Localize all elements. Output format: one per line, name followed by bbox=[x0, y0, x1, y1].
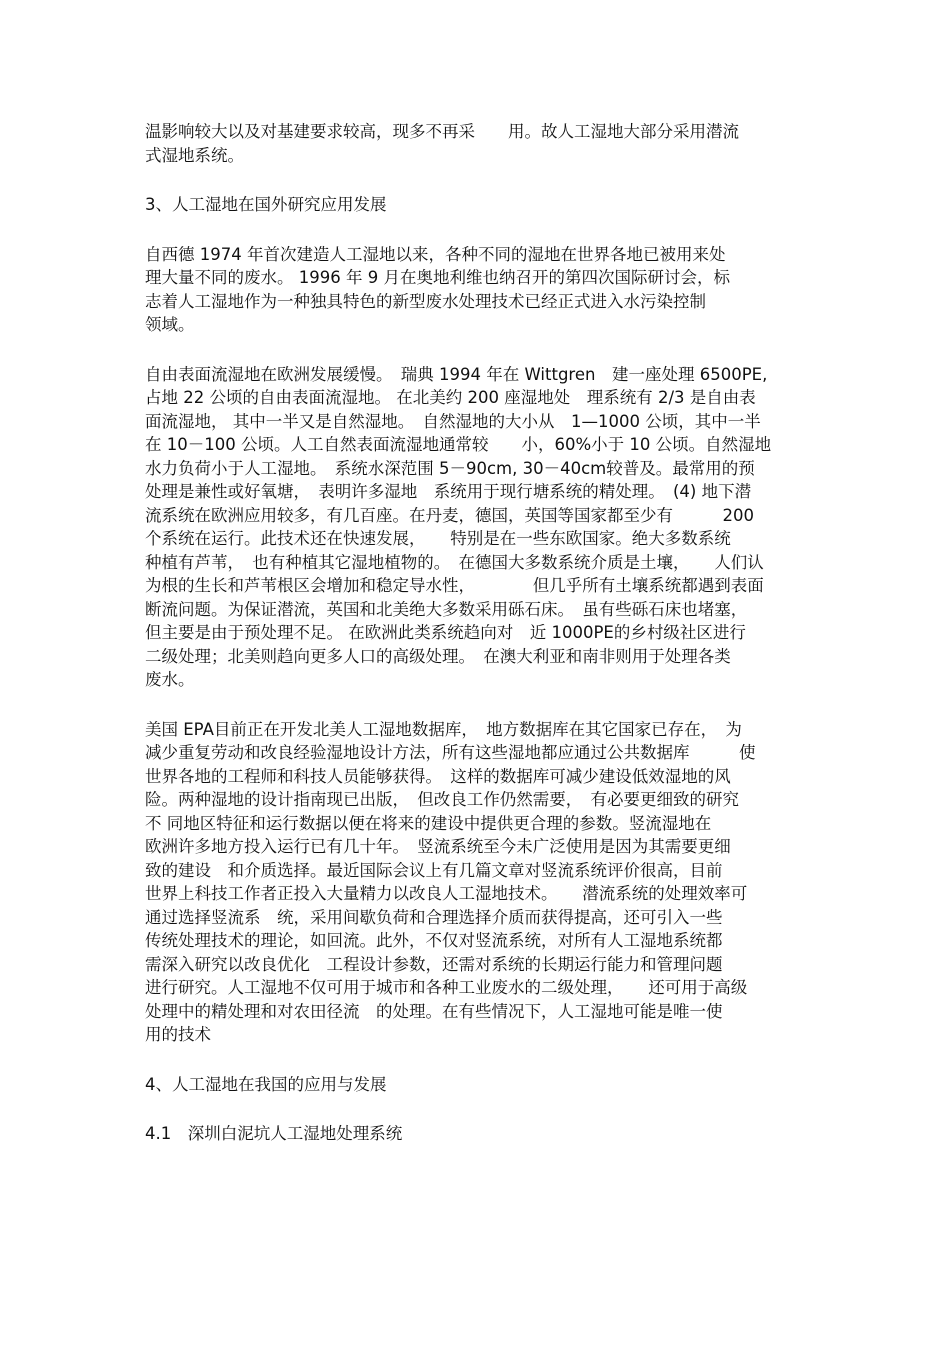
text-line: 在 10－100 公顷。人工自然表面流湿地通常较 小，60%小于 10 公顷。自然湿地 bbox=[145, 435, 772, 454]
text-line: 通过选择竖流系 统，采用间歇负荷和合理选择介质而获得提高，还可引入一些 bbox=[145, 907, 723, 927]
text-line: 美国 EPA目前正在开发北美人工湿地数据库， 地方数据库在其它国家已存在， 为 bbox=[145, 719, 742, 739]
text-line: 但主要是由于预处理不足。 在欧洲此类系统趋向对 近 1000PE的乡村级社区进行 bbox=[145, 623, 746, 642]
text-line: 理大量不同的废水。 1996 年 9 月在奥地利维也纳召开的第四次国际研讨会，标 bbox=[145, 268, 730, 287]
text-line: 处理是兼性或好氧塘， 表明许多湿地 系统用于现行塘系统的精处理。 (4) 地下潜 bbox=[145, 482, 752, 501]
text-line: 自西德 1974 年首次建造人工湿地以来，各种不同的湿地在世界各地已被用来处 bbox=[145, 244, 726, 264]
text-line: 温影响较大以及对基建要求较高，现多不再采 用。故人工湿地大部分采用潜流 bbox=[145, 122, 739, 141]
text-line: 领域。 bbox=[145, 315, 195, 334]
text-line: 世界各地的工程师和科技人员能够获得。 这样的数据库可减少建设低效湿地的风 bbox=[145, 766, 731, 786]
text-line: 水力负荷小于人工湿地。 系统水深范围 5－90cm, 30－40cm较普及。最常用的预 bbox=[145, 458, 755, 478]
paragraph-1 bbox=[145, 243, 810, 337]
text-line: 需深入研究以改良优化 工程设计参数，还需对系统的长期运行能力和管理问题 bbox=[145, 954, 723, 974]
text-line: 处理中的精处理和对农田径流 的处理。在有些情况下，人工湿地可能是唯一使 bbox=[145, 1001, 723, 1021]
text-line: 面流湿地， 其中一半又是自然湿地。 自然湿地的大小从 1—1000 公顷，其中一半 bbox=[145, 411, 761, 431]
text-line: 险。两种湿地的设计指南现已出版， 但改良工作仍然需要， 有必要更细致的研究 bbox=[145, 790, 739, 809]
text-line: 二级处理；北美则趋向更多人口的高级处理。 在澳大利亚和南非则用于处理各类 bbox=[145, 646, 731, 666]
text-line: 为根的生长和芦苇根区会增加和稳定导水性， 但几乎所有土壤系统都遇到表面 bbox=[145, 576, 764, 595]
paragraph-intro bbox=[145, 120, 810, 167]
text-line: 进行研究。人工湿地不仅可用于城市和各种工业废水的二级处理， 还可用于高级 bbox=[145, 978, 748, 997]
paragraph-2 bbox=[145, 363, 810, 692]
paragraph-3 bbox=[145, 718, 810, 1047]
text-line: 不 同地区特征和运行数据以便在将来的建设中提供更合理的参数。竖流湿地在 bbox=[145, 813, 712, 833]
text-line: 志着人工湿地作为一种独具特色的新型废水处理技术已经正式进入水污染控制 bbox=[145, 291, 706, 311]
section-heading-4: 4、人工湿地在我国的应用与发展 bbox=[145, 1074, 387, 1094]
text-line: 致的建设 和介质选择。最近国际会议上有几篇文章对竖流系统评价很高，目前 bbox=[145, 860, 723, 880]
text-line: 废水。 bbox=[145, 670, 195, 689]
text-line: 自由表面流湿地在欧洲发展缓慢。 瑞典 1994 年在 Wittgren 建一座处理 6500PE, bbox=[145, 364, 768, 384]
text-line: 种植有芦苇， 也有种植其它湿地植物的。 在德国大多数系统介质是土壤， 人们认 bbox=[145, 552, 764, 572]
text-line: 欧洲许多地方投入运行已有几十年。 竖流系统至今未广泛使用是因为其需要更细 bbox=[145, 837, 731, 856]
section-heading-3: 3、人工湿地在国外研究应用发展 bbox=[145, 195, 387, 214]
text-line: 用的技术 bbox=[145, 1025, 211, 1044]
text-line: 世界上科技工作者正投入大量精力以改良人工湿地技术。 潜流系统的处理效率可 bbox=[145, 884, 748, 903]
subsection-heading-4-1: 4.1 深圳白泥坑人工湿地处理系统 bbox=[145, 1124, 403, 1143]
text-line: 减少重复劳动和改良经验湿地设计方法，所有这些湿地都应通过公共数据库 使 bbox=[145, 743, 756, 762]
text-line: 式湿地系统。 bbox=[145, 145, 244, 165]
document-page bbox=[145, 120, 810, 1146]
text-line: 流系统在欧洲应用较多，有几百座。在丹麦，德国，英国等国家都至少有 200 bbox=[145, 505, 754, 525]
text-line: 占地 22 公顷的自由表面流湿地。 在北美约 200 座湿地处 理系统有 2/3 是自由表 bbox=[145, 388, 756, 407]
text-line: 传统处理技术的理论，如回流。此外，不仅对竖流系统，对所有人工湿地系统都 bbox=[145, 931, 723, 950]
text-line: 个系统在运行。此技术还在快速发展， 特别是在一些东欧国家。绝大多数系统 bbox=[145, 529, 731, 548]
text-line: 断流问题。为保证潜流，英国和北美绝大多数采用砾石床。 虽有些砾石床也堵塞， bbox=[145, 599, 748, 619]
